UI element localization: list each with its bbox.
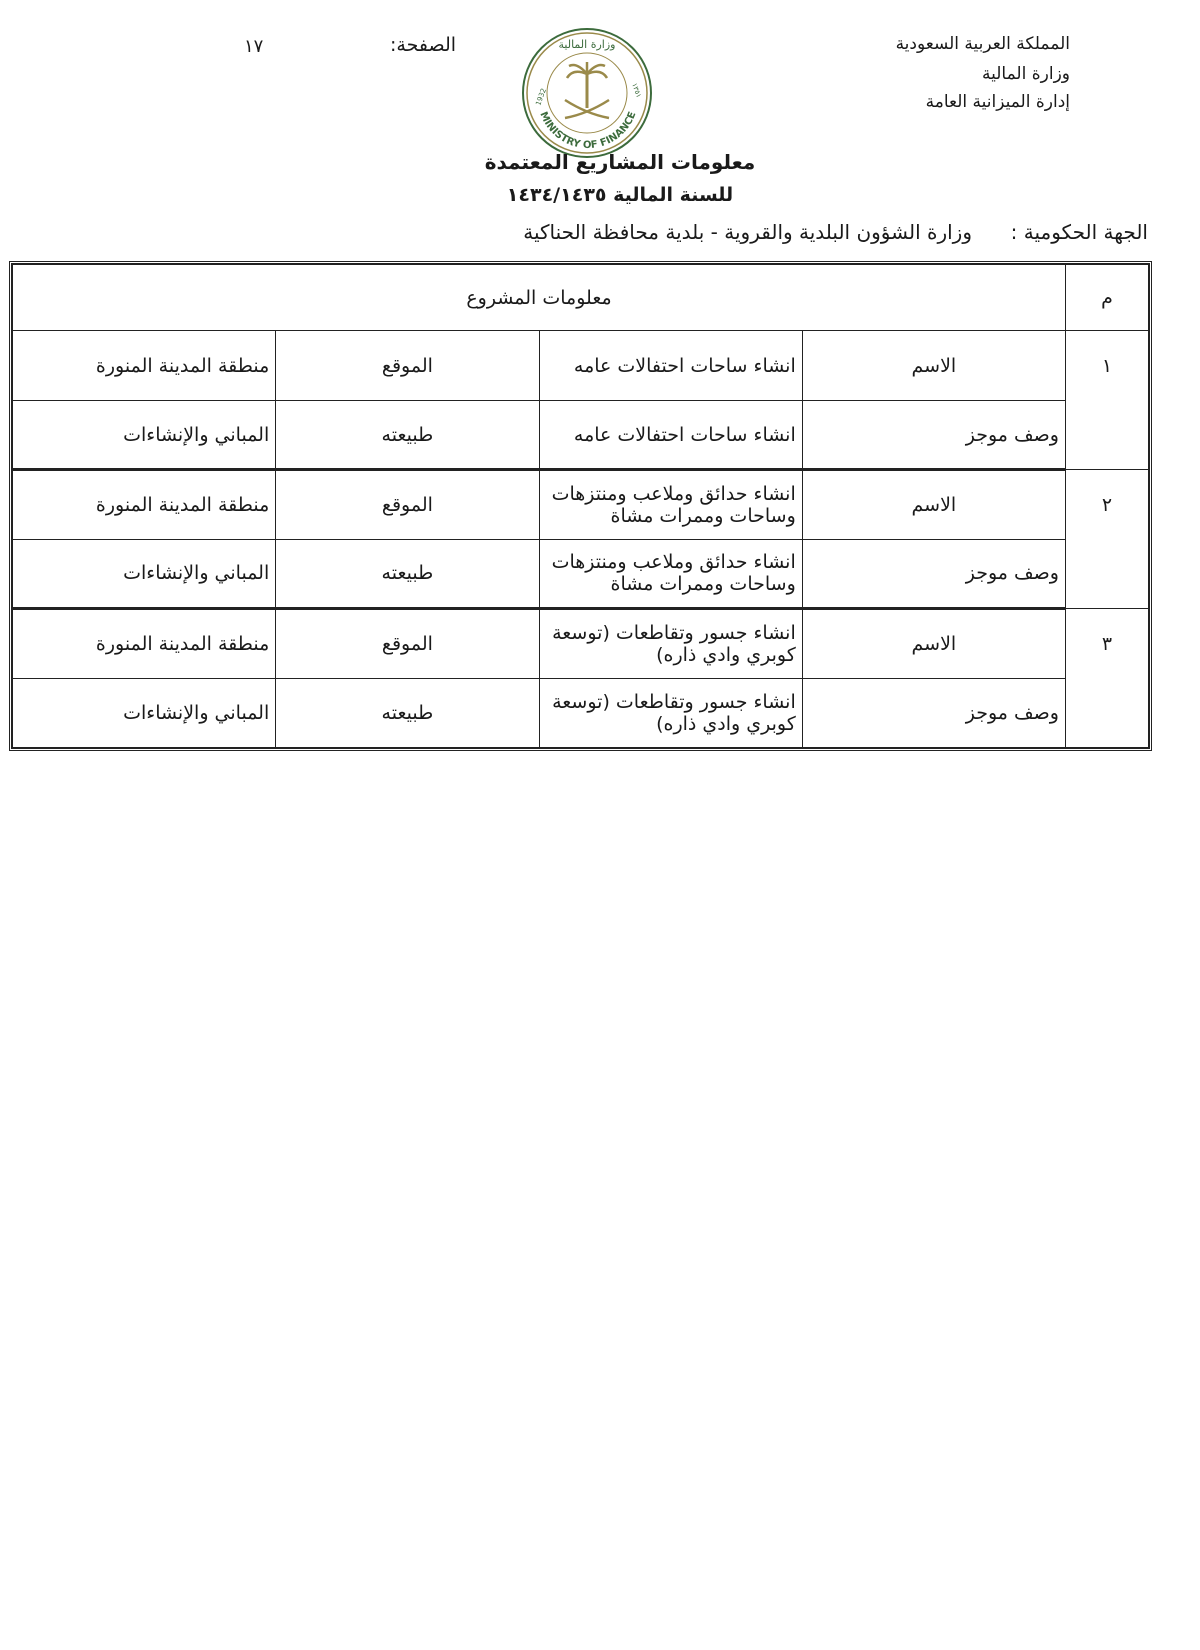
header-number: م xyxy=(1066,265,1149,331)
logo-english-text: MINISTRY OF FINANCE xyxy=(537,110,639,152)
ministry-seal-icon xyxy=(520,26,655,161)
location-label: الموقع xyxy=(276,331,539,400)
project-nature: المباني والإنشاءات xyxy=(13,400,276,469)
project-description: انشاء ساحات احتفالات عامه xyxy=(539,400,802,469)
project-name: انشاء جسور وتقاطعات (توسعة كوبري وادي ذاره) xyxy=(539,609,802,678)
entity-value: وزارة الشؤون البلدية والقروية - بلدية محافظة الحناكية xyxy=(523,220,972,244)
logo-arabic-text: وزارة المالية xyxy=(558,38,616,51)
project-number: ٣ xyxy=(1066,609,1149,748)
desc-label: وصف موجز xyxy=(802,678,1065,747)
table-row xyxy=(13,400,1149,469)
header-project-info: معلومات المشروع xyxy=(13,265,1066,331)
project-name: انشاء ساحات احتفالات عامه xyxy=(539,331,802,400)
org-line-ministry: وزارة المالية xyxy=(982,64,1070,84)
org-line-department: إدارة الميزانية العامة xyxy=(925,92,1070,112)
name-label: الاسم xyxy=(802,609,1065,678)
table-row xyxy=(13,331,1149,400)
document-title: معلومات المشاريع المعتمدة xyxy=(484,150,756,174)
project-nature: المباني والإنشاءات xyxy=(13,539,276,608)
table-row xyxy=(13,470,1149,539)
entity-label: الجهة الحكومية : xyxy=(1010,220,1148,244)
project-location: منطقة المدينة المنورة xyxy=(13,609,276,678)
location-label: الموقع xyxy=(276,470,539,539)
nature-label: طبيعته xyxy=(276,678,539,747)
project-location: منطقة المدينة المنورة xyxy=(13,470,276,539)
table-row xyxy=(13,609,1149,678)
name-label: الاسم xyxy=(802,470,1065,539)
table-row xyxy=(13,678,1149,747)
project-description: انشاء جسور وتقاطعات (توسعة كوبري وادي ذاره) xyxy=(539,678,802,747)
location-label: الموقع xyxy=(276,609,539,678)
project-number: ٢ xyxy=(1066,470,1149,609)
logo-year-left: 1932 xyxy=(534,87,548,107)
project-description: انشاء حدائق وملاعب ومنتزهات وساحات وممرات مشاة xyxy=(539,539,802,608)
table-header-row xyxy=(13,265,1149,331)
ministry-logo xyxy=(520,26,655,161)
name-label: الاسم xyxy=(802,331,1065,400)
projects-table xyxy=(9,261,1152,751)
nature-label: طبيعته xyxy=(276,539,539,608)
project-number: ١ xyxy=(1066,331,1149,470)
project-location: منطقة المدينة المنورة xyxy=(13,331,276,400)
desc-label: وصف موجز xyxy=(802,539,1065,608)
logo-year-right: ١٣٥١ xyxy=(630,81,643,99)
table-row xyxy=(13,539,1149,608)
nature-label: طبيعته xyxy=(276,400,539,469)
org-line-kingdom: المملكة العربية السعودية xyxy=(895,34,1070,54)
page-number: ١٧ xyxy=(244,36,264,57)
project-name: انشاء حدائق وملاعب ومنتزهات وساحات وممرات مشاة xyxy=(539,470,802,539)
project-nature: المباني والإنشاءات xyxy=(13,678,276,747)
desc-label: وصف موجز xyxy=(802,400,1065,469)
page-label: الصفحة: xyxy=(390,34,457,56)
document-subtitle: للسنة المالية ١٤٣٤/١٤٣٥ xyxy=(506,184,734,206)
